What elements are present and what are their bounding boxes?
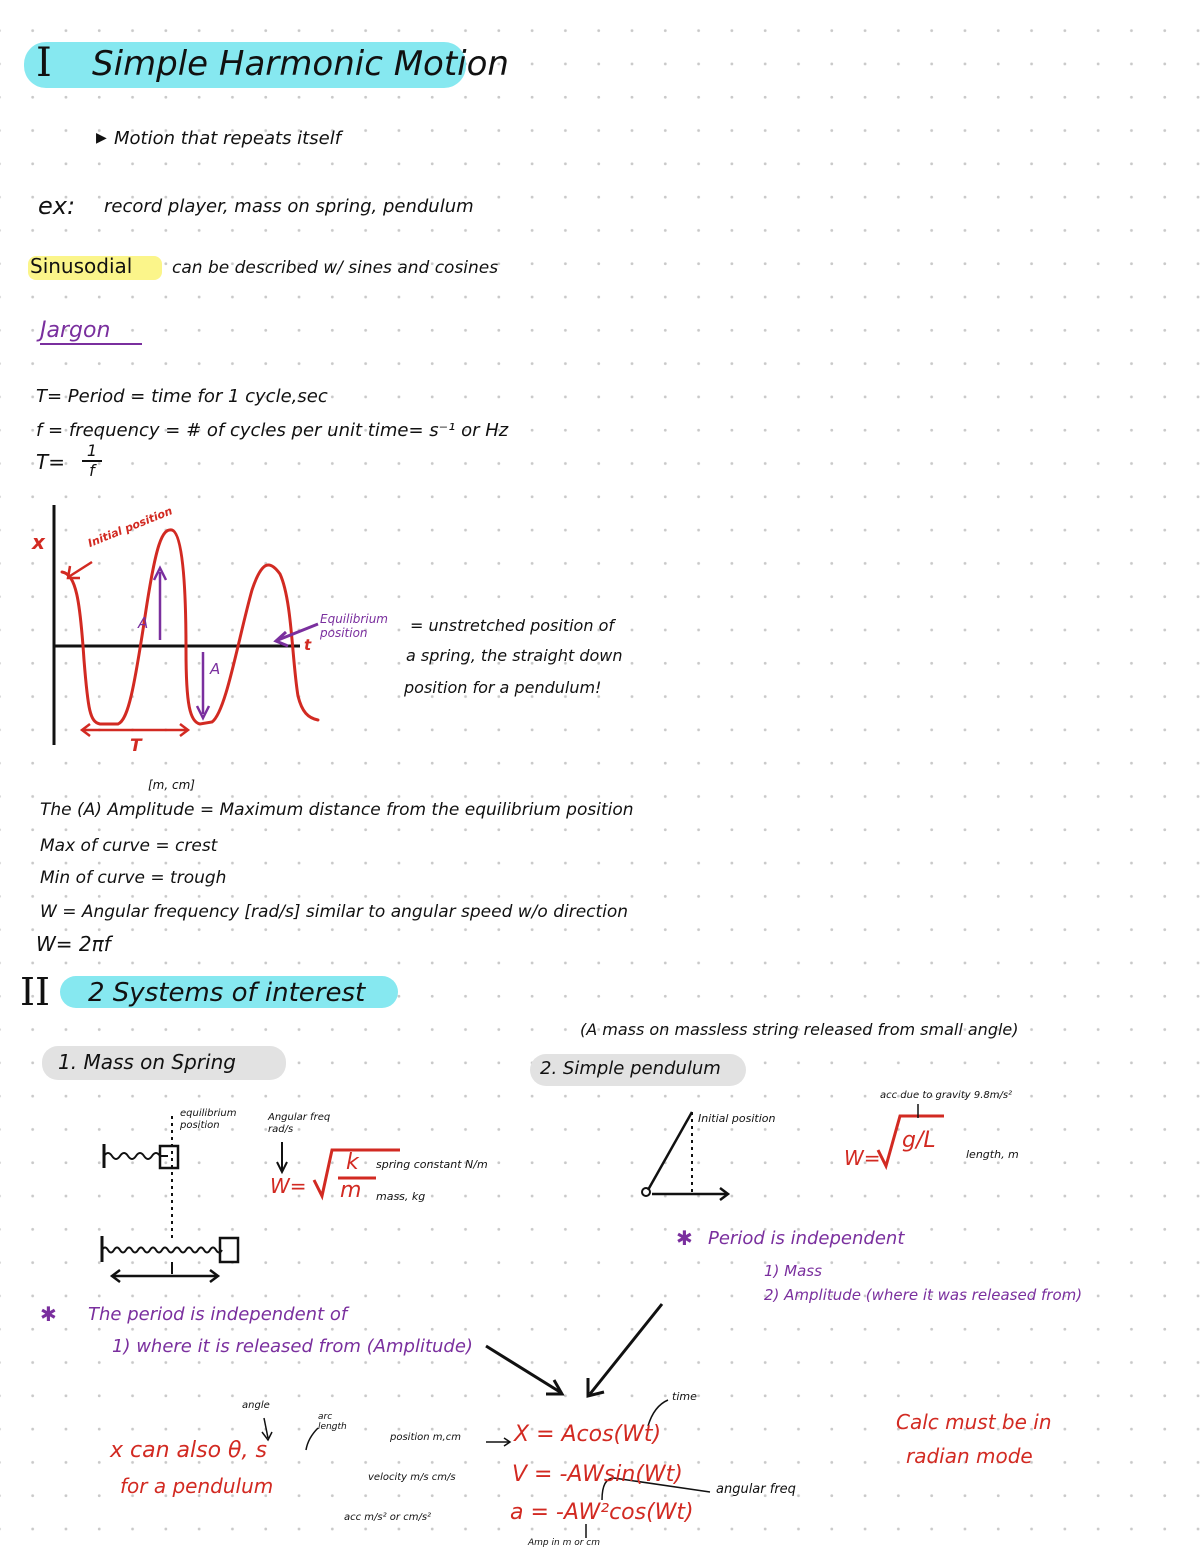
spring-note-1: The period is independent of bbox=[88, 1304, 348, 1325]
section1-numeral: I bbox=[36, 40, 52, 86]
x-note-1: x can also θ, s bbox=[110, 1438, 267, 1463]
eq-time-label: time bbox=[672, 1390, 697, 1403]
period-def: T= Period = time for 1 cycle,sec bbox=[36, 386, 328, 407]
eq-angle-label: angle bbox=[242, 1400, 270, 1411]
graph-equilibrium-label: Equilibrium position bbox=[320, 612, 388, 640]
t-eq-prefix: T= bbox=[36, 450, 65, 474]
section2-numeral: II bbox=[20, 970, 51, 1014]
bullet-text: Motion that repeats itself bbox=[114, 128, 342, 149]
spring-m-note: mass, kg bbox=[376, 1190, 426, 1203]
pendulum-star-icon: ✱ bbox=[676, 1226, 693, 1250]
page-title: Simple Harmonic Motion bbox=[92, 44, 509, 84]
graph-x-label: x bbox=[32, 530, 45, 554]
eq-position-label: position m,cm bbox=[390, 1432, 461, 1443]
spring-tab: 1. Mass on Spring bbox=[58, 1050, 236, 1074]
graph-period-label: T bbox=[130, 736, 142, 756]
spring-omega: W= bbox=[270, 1174, 307, 1198]
sinusoidal-word: Sinusodial bbox=[30, 254, 133, 278]
spring-equilibrium-label: equilibrium position bbox=[180, 1108, 237, 1131]
pendulum-note-3: 2) Amplitude (where it was released from) bbox=[764, 1286, 1083, 1304]
jargon-heading: Jargon bbox=[40, 318, 142, 345]
pendulum-frac: g/L bbox=[902, 1128, 936, 1153]
angular-freq-label: Angular freq rad/s bbox=[268, 1112, 331, 1135]
omega-line: W = Angular frequency [rad/s] similar to angular speed w/o direction bbox=[40, 902, 629, 922]
eq-accel-label: acc m/s² or cm/s² bbox=[344, 1512, 432, 1523]
calc-note-2: radian mode bbox=[906, 1444, 1033, 1468]
min-line: Min of curve = trough bbox=[40, 868, 227, 888]
spring-star-icon: ✱ bbox=[40, 1302, 57, 1326]
amp-units: [m, cm] bbox=[148, 778, 195, 792]
graph-init-position: Initial position bbox=[86, 504, 175, 551]
x-note-2: for a pendulum bbox=[120, 1474, 274, 1498]
spring-k: k bbox=[346, 1150, 359, 1175]
max-line: Max of curve = crest bbox=[40, 836, 218, 856]
amp-def-line: The (A) Amplitude = Maximum distance from the equilibrium position bbox=[40, 800, 634, 820]
a-equation: a = -AW²cos(Wt) bbox=[510, 1500, 694, 1525]
spring-m: m bbox=[340, 1178, 362, 1203]
graph-amp-label-2: A bbox=[210, 660, 221, 678]
calc-note-1: Calc must be in bbox=[896, 1410, 1052, 1434]
t-eq-num: 1 bbox=[86, 441, 98, 460]
pendulum-note-2: 1) Mass bbox=[764, 1262, 822, 1280]
eq-arc-label: arc length bbox=[318, 1412, 347, 1432]
amp-note: Amp in m or cm bbox=[528, 1538, 600, 1548]
v-equation: V = -AWsin(Wt) bbox=[512, 1462, 683, 1487]
ex-label: ex: bbox=[38, 192, 76, 220]
pendulum-g-note: acc due to gravity 9.8m/s² bbox=[880, 1090, 1013, 1101]
spring-note-2: 1) where it is released from (Amplitude) bbox=[112, 1336, 473, 1357]
pendulum-omega: W= bbox=[844, 1146, 881, 1170]
sinusoidal-text: can be described w/ sines and cosines bbox=[172, 258, 499, 278]
omega-eq: W= 2πf bbox=[36, 932, 111, 956]
t-eq-den: f bbox=[89, 461, 95, 480]
graph-t-axis-label: t bbox=[304, 636, 312, 654]
pendulum-l-note: length, m bbox=[966, 1148, 1019, 1161]
equilibrium-def-1: = unstretched position of bbox=[410, 616, 614, 635]
x-equation: X = Acos(Wt) bbox=[514, 1422, 662, 1447]
bullet-icon: ▶ bbox=[96, 130, 107, 146]
freq-def: f = frequency = # of cycles per unit time= s⁻¹ or Hz bbox=[36, 420, 509, 441]
equilibrium-def-3: position for a pendulum! bbox=[404, 678, 602, 697]
ex-text: record player, mass on spring, pendulum bbox=[104, 196, 474, 217]
equilibrium-def-2: a spring, the straight down bbox=[406, 646, 623, 665]
pendulum-tab: 2. Simple pendulum bbox=[540, 1058, 721, 1079]
angular-freq-note: angular freq bbox=[716, 1482, 796, 1497]
eq-velocity-label: velocity m/s cm/s bbox=[368, 1472, 456, 1483]
spring-k-note: spring constant N/m bbox=[376, 1158, 488, 1171]
pendulum-init-label: Initial position bbox=[698, 1112, 776, 1125]
pendulum-note: (A mass on massless string released from small angle) bbox=[580, 1020, 1019, 1039]
pendulum-note-1: Period is independent bbox=[708, 1228, 905, 1249]
graph-amp-label-1: A bbox=[138, 614, 149, 632]
section2-title: 2 Systems of interest bbox=[88, 978, 366, 1008]
